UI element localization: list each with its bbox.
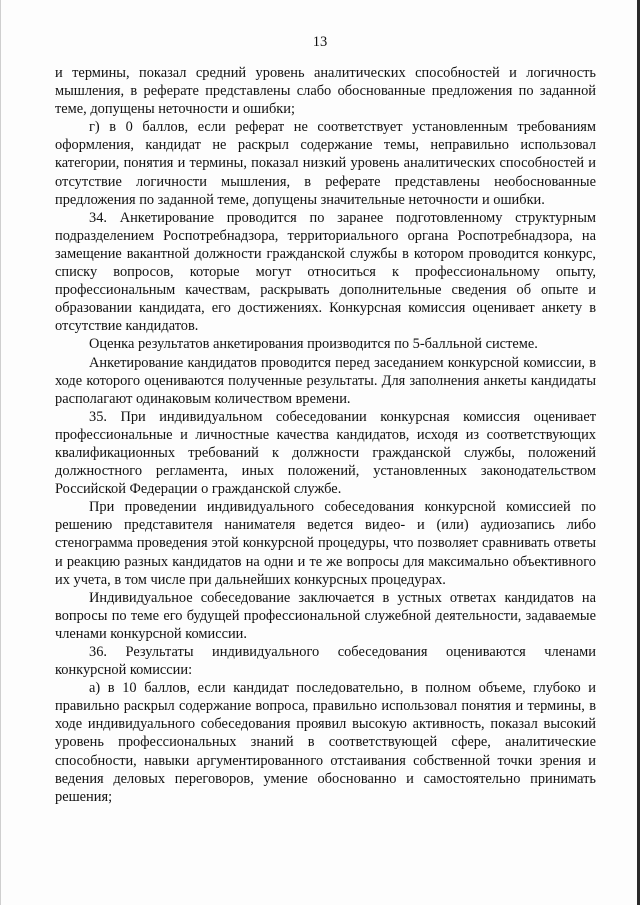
paragraph-interview-recording: При проведении индивидуального собеседования конкурсной комиссией по решению представителя нанимателя ведется видео- и (или) аудиозапись либо стенограмма проведения этой конкурсной процедуры, что позволяет сравнивать ответы и реакцию разных кандидатов на одни и те же вопросы для максимально объективного их учета, в том числе при дальнейших конкурсных процедурах. [55,499,596,588]
paragraph-35: 35. При индивидуальном собеседовании конкурсная комиссия оценивает профессиональные и личностные качества кандидатов, исходя из соответствующих квалификационных требований к должности гражданской службы, положений должностного регламента, иных положений, установленных законодательством Российской Федерации о гражданской службе. [55,408,596,498]
paragraph-questionnaire-scoring: Оценка результатов анкетирования производится по 5-балльной системе. [89,336,538,353]
paragraph-item-g: г) в 0 баллов, если реферат не соответствует установленным требованиям оформления, кандидат не раскрыл содержание темы, неправильно использовал категории, понятия и термины, показал низкий уровень аналитических способностей и отсутствие логичности мышления, в реферате представлены необоснованные предложения по заданной теме, допущены значительные неточности и ошибки. [55,119,596,208]
paragraph-continuation: и термины, показал средний уровень аналитических способностей и логичность мышления, в реферате представлены слабо обоснованные предложения по заданной теме, допущены неточности и ошибки; [55,65,596,118]
paragraph-36: 36. Результаты индивидуального собеседования оцениваются членами конкурсной комиссии: [55,644,596,679]
paragraph-34: 34. Анкетирование проводится по заранее подготовленному структурным подразделением Роспотребнадзора, территориального органа Роспотребнадзора, на замещение вакантной должности гражданской службы в котором проводится конкурс, списку вопросов, которые могут относиться к профессиональному опыту, профессиональным качествам, раскрывать дополнительные сведения об опыте и образовании кандидата, его достижениях. Конкурсная комиссия оценивает анкету в отсутствие кандидатов. [55,209,596,335]
paragraph-interview-description: Индивидуальное собеседование заключается в устных ответах кандидатов на вопросы по теме его будущей профессиональной служебной деятельности, задаваемые членами конкурсной комиссии. [55,589,596,642]
page-number: 13 [312,34,328,50]
paragraph-item-a: а) в 10 баллов, если кандидат последовательно, в полном объеме, глубоко и правильно раскрыл содержание вопроса, правильно использовал понятия и термины, в ходе индивидуального собеседования проявил высокую активность, показал высокий уровень профессиональных знаний в соответствующей сфере, аналитические способности, навыки аргументированного отстаивания собственной точки зрения и ведения деловых переговоров, умение обоснованно и самостоятельно принимать решения; [55,680,596,805]
scan-edge-left [0,0,1,905]
document-body [55,64,596,806]
paragraph-questionnaire-timing: Анкетирование кандидатов проводится перед заседанием конкурсной комиссии, в ходе которого оцениваются полученные результаты. Для заполнения анкеты кандидаты располагают одинаковым количеством времени. [55,354,596,407]
